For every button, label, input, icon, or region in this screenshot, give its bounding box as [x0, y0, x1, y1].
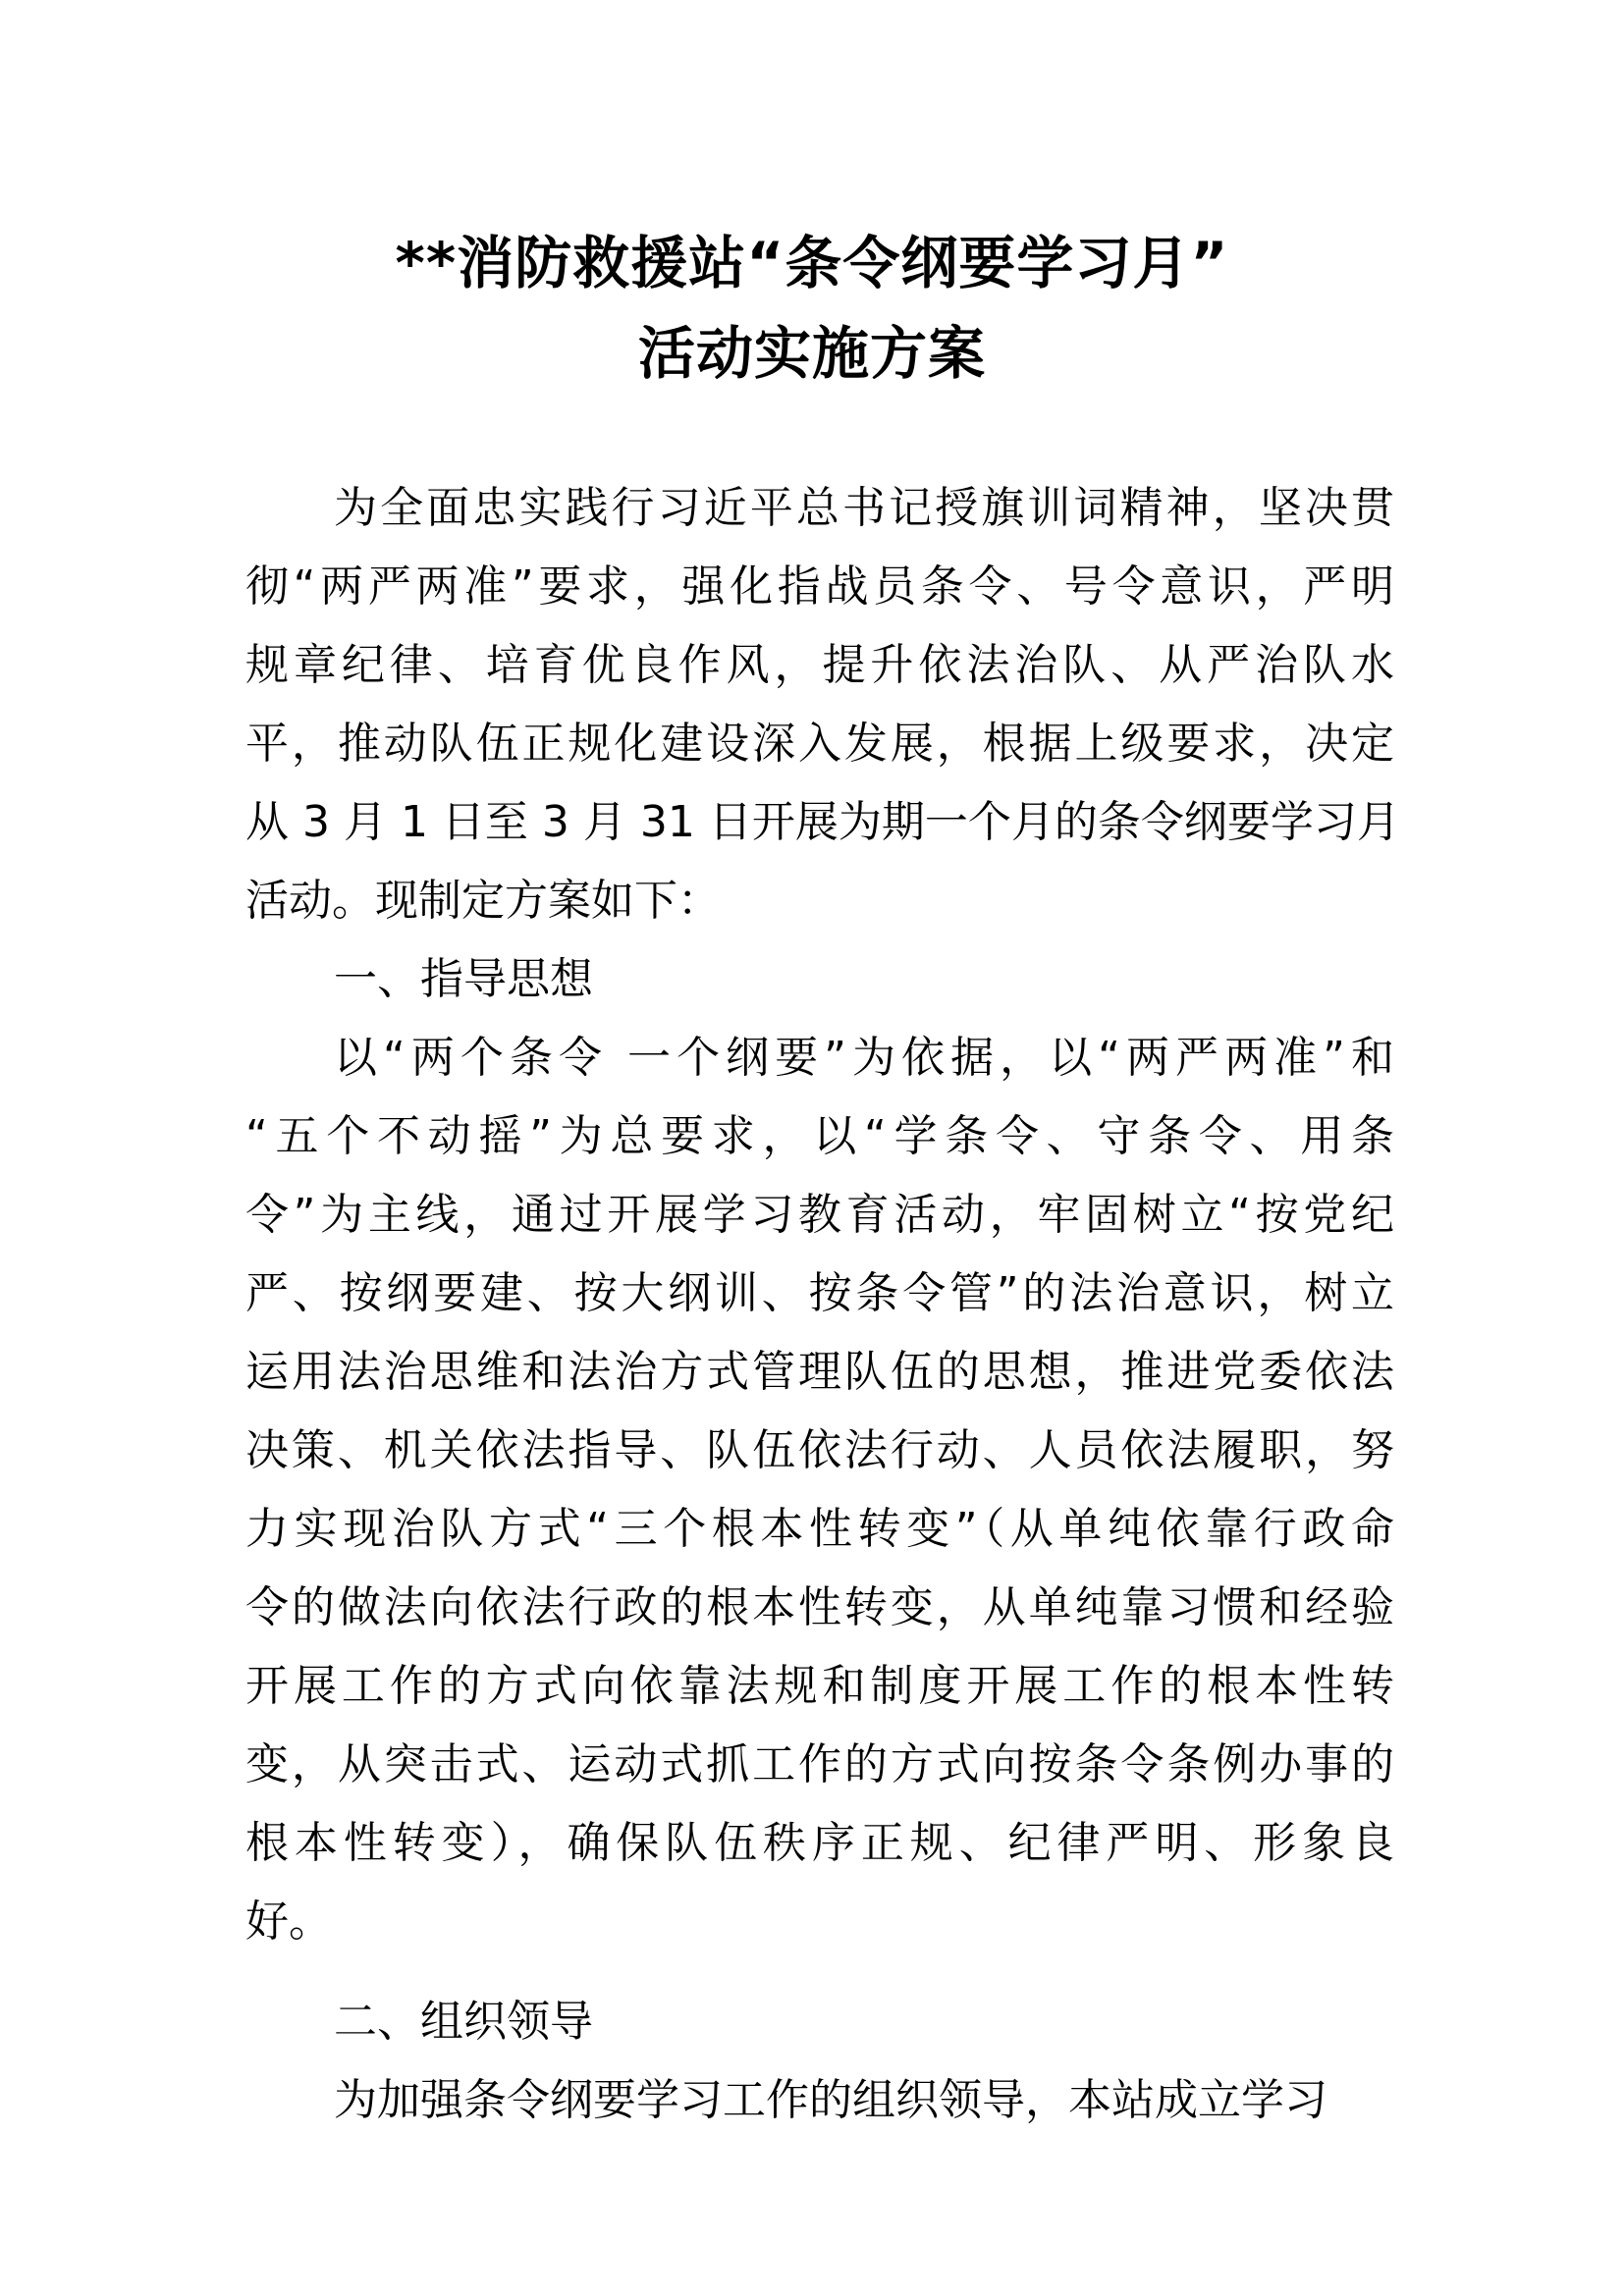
title-line-2: 活动实施方案 — [637, 320, 986, 387]
text-line: “五个不动摇”为总要求，以“学条令、守条令、用条 — [245, 1111, 1394, 1161]
text-line: 为加强条令纲要学习工作的组织领导，本站成立学习 — [334, 2075, 1327, 2125]
paragraph-gap — [245, 1961, 1394, 1983]
text-line: 令的做法向依法行政的根本性转变，从单纯靠习惯和经验 — [245, 1582, 1394, 1632]
text-line: 开展工作的方式向依靠法规和制度开展工作的根本性转 — [245, 1661, 1394, 1711]
text-line: 从 3 月 1 日至 3 月 31 日开展为期一个月的条令纲要学习月 — [245, 797, 1400, 847]
document-title — [0, 218, 1624, 399]
text-line: 根本性转变），确保队伍秩序正规、纪律严明、形象良 — [245, 1818, 1394, 1868]
text-line: 决策、机关依法指导、队伍依法行动、人员依法履职，努 — [245, 1425, 1394, 1475]
text-line: 运用法治思维和法治方式管理队伍的思想，推进党委依法 — [245, 1347, 1394, 1397]
text-line: 以“两个条令 一个纲要”为依据，以“两严两准”和 — [334, 1033, 1394, 1083]
text-line: 变，从突击式、运动式抓工作的方式向按条令条例办事的 — [245, 1739, 1394, 1789]
section-heading-organization: 二、组织领导 — [334, 1997, 593, 2047]
text-line: 好。 — [245, 1896, 332, 1947]
text-line: 平，推动队伍正规化建设深入发展，根据上级要求，决定 — [245, 719, 1394, 769]
text-line: 为全面忠实践行习近平总书记授旗训词精神，坚决贯 — [334, 483, 1394, 533]
text-line: 规章纪律、培育优良作风，提升依法治队、从严治队水 — [245, 640, 1394, 690]
section1-paragraph — [245, 1019, 1394, 1961]
text-line: 活动。现制定方案如下： — [245, 876, 721, 926]
text-line: 力实现治队方式“三个根本性转变”（从单纯依靠行政命 — [245, 1504, 1394, 1554]
title-line-1: **消防救援站“条令纲要学习月” — [395, 230, 1229, 296]
document-body — [245, 469, 1400, 2140]
text-line: 严、按纲要建、按大纲训、按条令管”的法治意识，树立 — [245, 1268, 1394, 1318]
section2-paragraph — [245, 2061, 1394, 2140]
text-line: 令”为主线，通过开展学习教育活动，牢固树立“按党纪 — [245, 1190, 1394, 1240]
text-line: 彻“两严两准”要求，强化指战员条令、号令意识，严明 — [245, 561, 1394, 612]
section-heading-guiding-ideology: 一、指导思想 — [334, 954, 593, 1004]
intro-paragraph — [245, 469, 1400, 940]
